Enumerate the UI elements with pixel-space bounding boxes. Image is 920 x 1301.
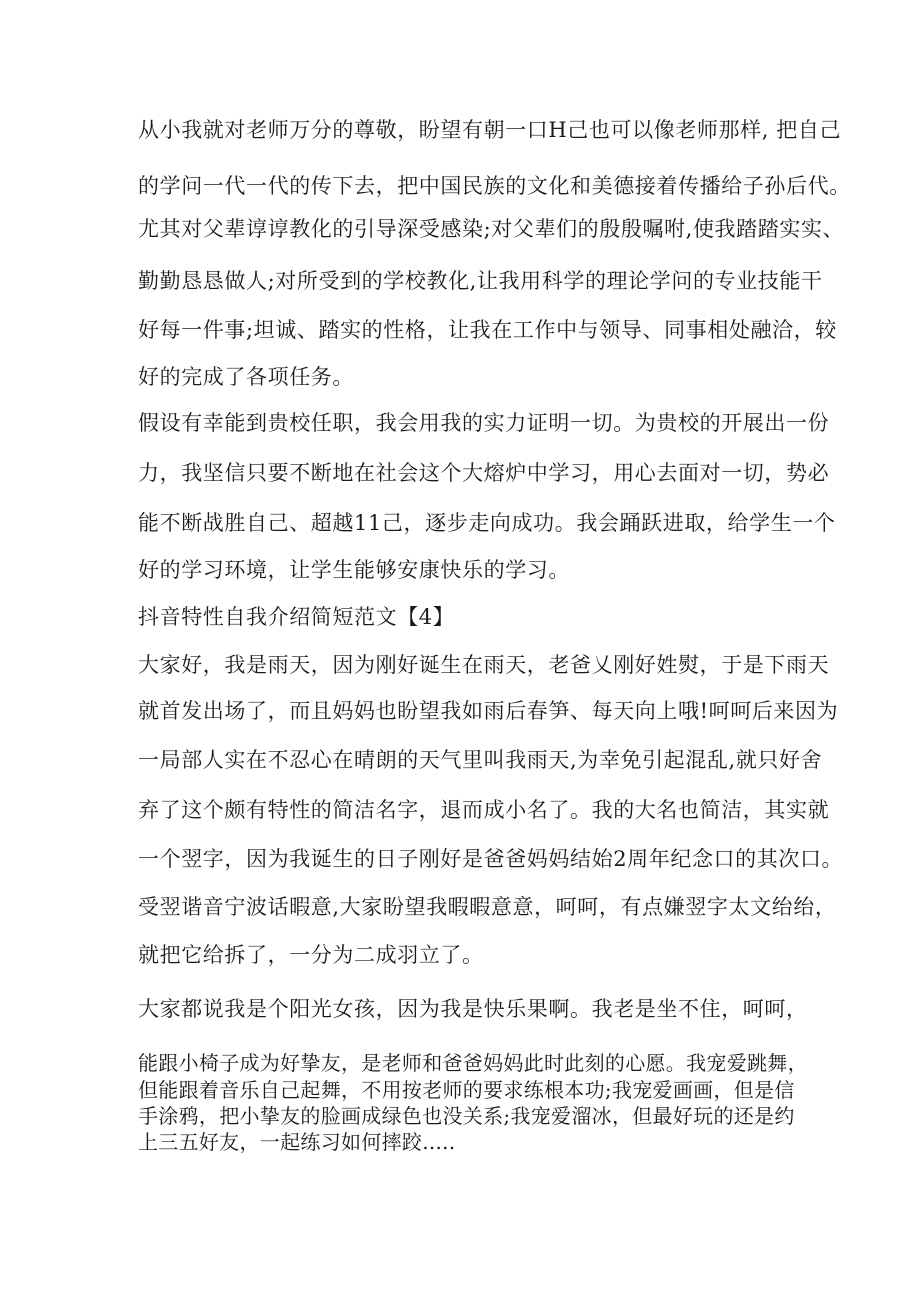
section-heading: 抖音特性自我介绍简短范文【4】 [138,605,455,629]
paragraph-2-line-1: 尤其对父辈谆谆教化的引导深受感染;对父辈们的殷殷嘱咐,使我踏踏实实、 [138,217,845,241]
paragraph-1-line-2: 的学问一代一代的传下去，把中国民族的文化和美德接着传播给子孙后代。 [138,174,851,198]
paragraph-2-line-4: 好的完成了各项任务。 [138,365,354,389]
paragraph-3-line-1: 假设有幸能到贵校任职，我会用我的实力证明一切。为贵校的开展出一份 [138,411,830,435]
paragraph-6-line-4: 上三五好友，一起练习如何摔跤..... [138,1130,456,1154]
paragraph-2-line-2: 勤勤恳恳做人;对所受到的学校教化,让我用科学的理论学问的专业技能干 [138,269,823,293]
paragraph-4-line-3: 一局部人实在不忍心在晴朗的天气里叫我雨天,为幸免引起混乱,就只好舍 [138,748,823,772]
paragraph-6-line-2: 但能跟着音乐自己起舞，不用按老师的要求练根本功;我宠爱画画，但是信 [138,1078,795,1102]
paragraph-3-line-4: 好的学习环境，让学生能够安康快乐的学习。 [138,558,570,582]
paragraph-4-line-7: 就把它给拆了，一分为二成羽立了。 [138,943,484,967]
paragraph-1-line-1: 从小我就对老师万分的尊敬，盼望有朝一口H己也可以像老师那样, 把自己 [138,118,842,142]
paragraph-5-line-1: 大家都说我是个阳光女孩，因为我是快乐果啊。我老是坐不住，呵呵， [138,997,808,1021]
paragraph-3-line-3: 能不断战胜自己、超越11己，逐步走向成功。我会踊跃进取，给学生一个 [138,511,836,535]
paragraph-4-line-5: 一个翌字，因为我诞生的日子刚好是爸爸妈妈结始2周年纪念口的其次口。 [138,847,844,871]
paragraph-4-line-4: 弃了这个颇有特性的简洁名字，退而成小名了。我的大名也简洁，其实就 [138,798,830,822]
paragraph-6-line-1: 能跟小椅子成为好挚友，是老师和爸爸妈妈此时此刻的心愿。我宠爱跳舞， [138,1051,808,1075]
paragraph-4-line-2: 就首发出场了，而且妈妈也盼望我如雨后春笋、每天向上哦!呵呵后来因为 [138,699,839,723]
paragraph-4-line-6: 受翌谐音宁波话暇意,大家盼望我暇暇意意，呵呵，有点嫌翌字太文绐绐， [138,895,837,919]
paragraph-4-line-1: 大家好，我是雨天，因为刚好诞生在雨天，老爸乂刚好姓熨，于是下雨天 [138,653,830,677]
paragraph-6-line-3: 手涂鸦，把小挚友的脸画成绿色也没关系;我宠爱溜冰，但最好玩的还是约 [138,1104,795,1128]
paragraph-2-line-3: 好每一件事;坦诚、踏实的性格，让我在工作中与领导、同事相处融洽，较 [138,318,837,342]
paragraph-3-line-2: 力，我坚信只要不断地在社会这个大熔炉中学习，用心去面对一切，势必 [138,461,830,485]
